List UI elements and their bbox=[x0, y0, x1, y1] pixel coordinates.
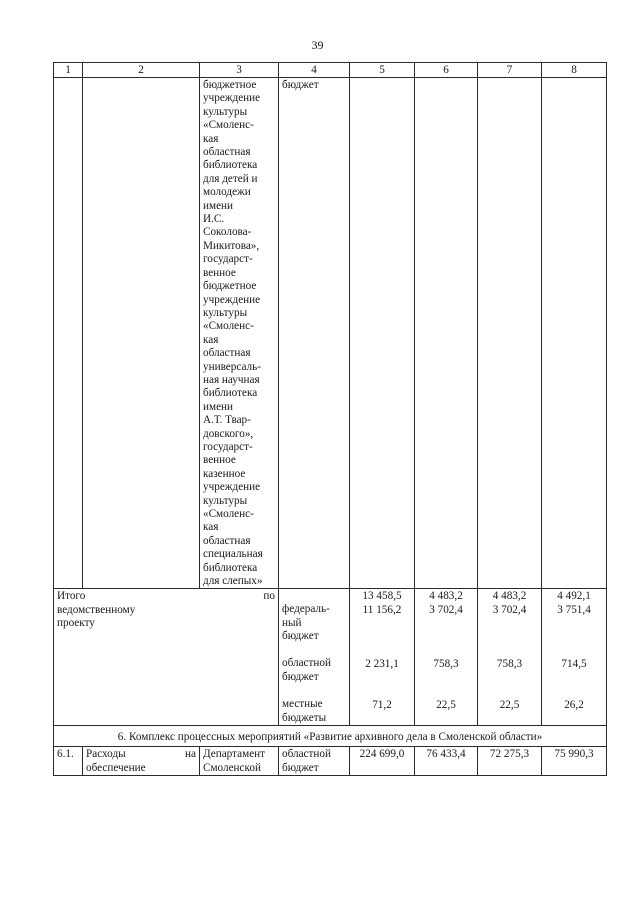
row-6-1-value-8: 75 990,3 bbox=[542, 747, 607, 776]
cont-col-5 bbox=[350, 78, 415, 589]
cont-col-6 bbox=[415, 78, 478, 589]
cont-col-1 bbox=[54, 78, 83, 589]
header-col-6: 6 bbox=[415, 63, 478, 78]
header-col-3: 3 bbox=[200, 63, 279, 78]
row-6-1-value-7: 72 275,3 bbox=[478, 747, 542, 776]
header-row bbox=[54, 63, 607, 78]
federal-value: 3 702,4 bbox=[429, 603, 463, 616]
regional-value: 758,3 bbox=[496, 657, 523, 670]
local-value: 22,5 bbox=[499, 698, 520, 711]
local-value: 22,5 bbox=[436, 698, 456, 711]
continuation-row bbox=[54, 78, 607, 589]
total-col-6 bbox=[415, 589, 478, 726]
header-col-4: 4 bbox=[279, 63, 350, 78]
federal-value: 3 751,4 bbox=[557, 603, 591, 616]
total-col-7 bbox=[478, 589, 542, 726]
row-6-1-name bbox=[83, 747, 200, 776]
local-value: 71,2 bbox=[372, 698, 392, 711]
page-number: 39 bbox=[311, 38, 324, 52]
local-value: 26,2 bbox=[564, 698, 584, 711]
row-6-1 bbox=[54, 747, 607, 776]
federal-value: 3 702,4 bbox=[492, 603, 527, 616]
total-value: 4 483,2 bbox=[492, 590, 527, 603]
header-col-1: 1 bbox=[54, 63, 83, 78]
total-col-8 bbox=[542, 589, 607, 726]
cont-col-2 bbox=[83, 78, 200, 589]
source-local: местные бюджеты bbox=[282, 698, 327, 724]
row-6-1-value-5: 224 699,0 bbox=[350, 747, 415, 776]
total-value: 13 458,5 bbox=[362, 590, 402, 603]
total-label-word-2: по bbox=[263, 590, 275, 603]
federal-value: 11 156,2 bbox=[362, 603, 402, 616]
source-regional: областной бюджет bbox=[282, 657, 331, 683]
total-sources bbox=[279, 589, 350, 726]
row-6-1-name-line-2: обеспечение bbox=[86, 761, 146, 774]
row-6-1-source: областной бюджет bbox=[279, 747, 350, 776]
header-col-2: 2 bbox=[83, 63, 200, 78]
total-label bbox=[54, 589, 279, 726]
regional-value: 2 231,1 bbox=[365, 657, 399, 670]
header-col-5: 5 bbox=[350, 63, 415, 78]
funding-source: бюджет bbox=[279, 78, 350, 589]
row-6-1-name-word-1: Расходы bbox=[86, 748, 126, 761]
total-label-line-2: ведомственному bbox=[57, 603, 136, 616]
source-federal: федераль- ный бюджет bbox=[282, 603, 330, 643]
regional-value: 714,5 bbox=[561, 657, 587, 670]
row-6-1-executor: Департамент Смоленской bbox=[200, 747, 279, 776]
row-6-1-number: 6.1. bbox=[54, 747, 83, 776]
total-value: 4 483,2 bbox=[429, 590, 463, 603]
total-label-line-3: проекту bbox=[57, 617, 95, 630]
total-value: 4 492,1 bbox=[557, 590, 591, 603]
row-6-1-value-6: 76 433,4 bbox=[415, 747, 478, 776]
total-col-5 bbox=[350, 589, 415, 726]
row-6-1-name-word-2: на bbox=[185, 748, 196, 761]
section-6-title: 6. Комплекс процессных мероприятий «Развитие архивного дела в Смоленской области» bbox=[54, 726, 607, 747]
total-label-word-1: Итого bbox=[57, 590, 86, 603]
header-col-8: 8 bbox=[542, 63, 607, 78]
cont-col-7 bbox=[478, 78, 542, 589]
section-6-row bbox=[54, 726, 607, 747]
regional-value: 758,3 bbox=[433, 657, 459, 670]
total-row bbox=[54, 589, 607, 726]
header-col-7: 7 bbox=[478, 63, 542, 78]
budget-table bbox=[53, 62, 607, 776]
executor-organizations: бюджетное учреждение культуры «Смоленс- кая областная библиотека для детей и молодежи имени И.С. Соколова- Микитова», государст- венное бюджетное учреждение культуры «Смоленс- кая областная универсаль- ная научная библиотека имени А.Т. Твар- довского», государст- венное казенное учреждение культуры «Смоленс- кая областная специальная библиотека для слепых» bbox=[200, 78, 279, 589]
cont-col-8 bbox=[542, 78, 607, 589]
